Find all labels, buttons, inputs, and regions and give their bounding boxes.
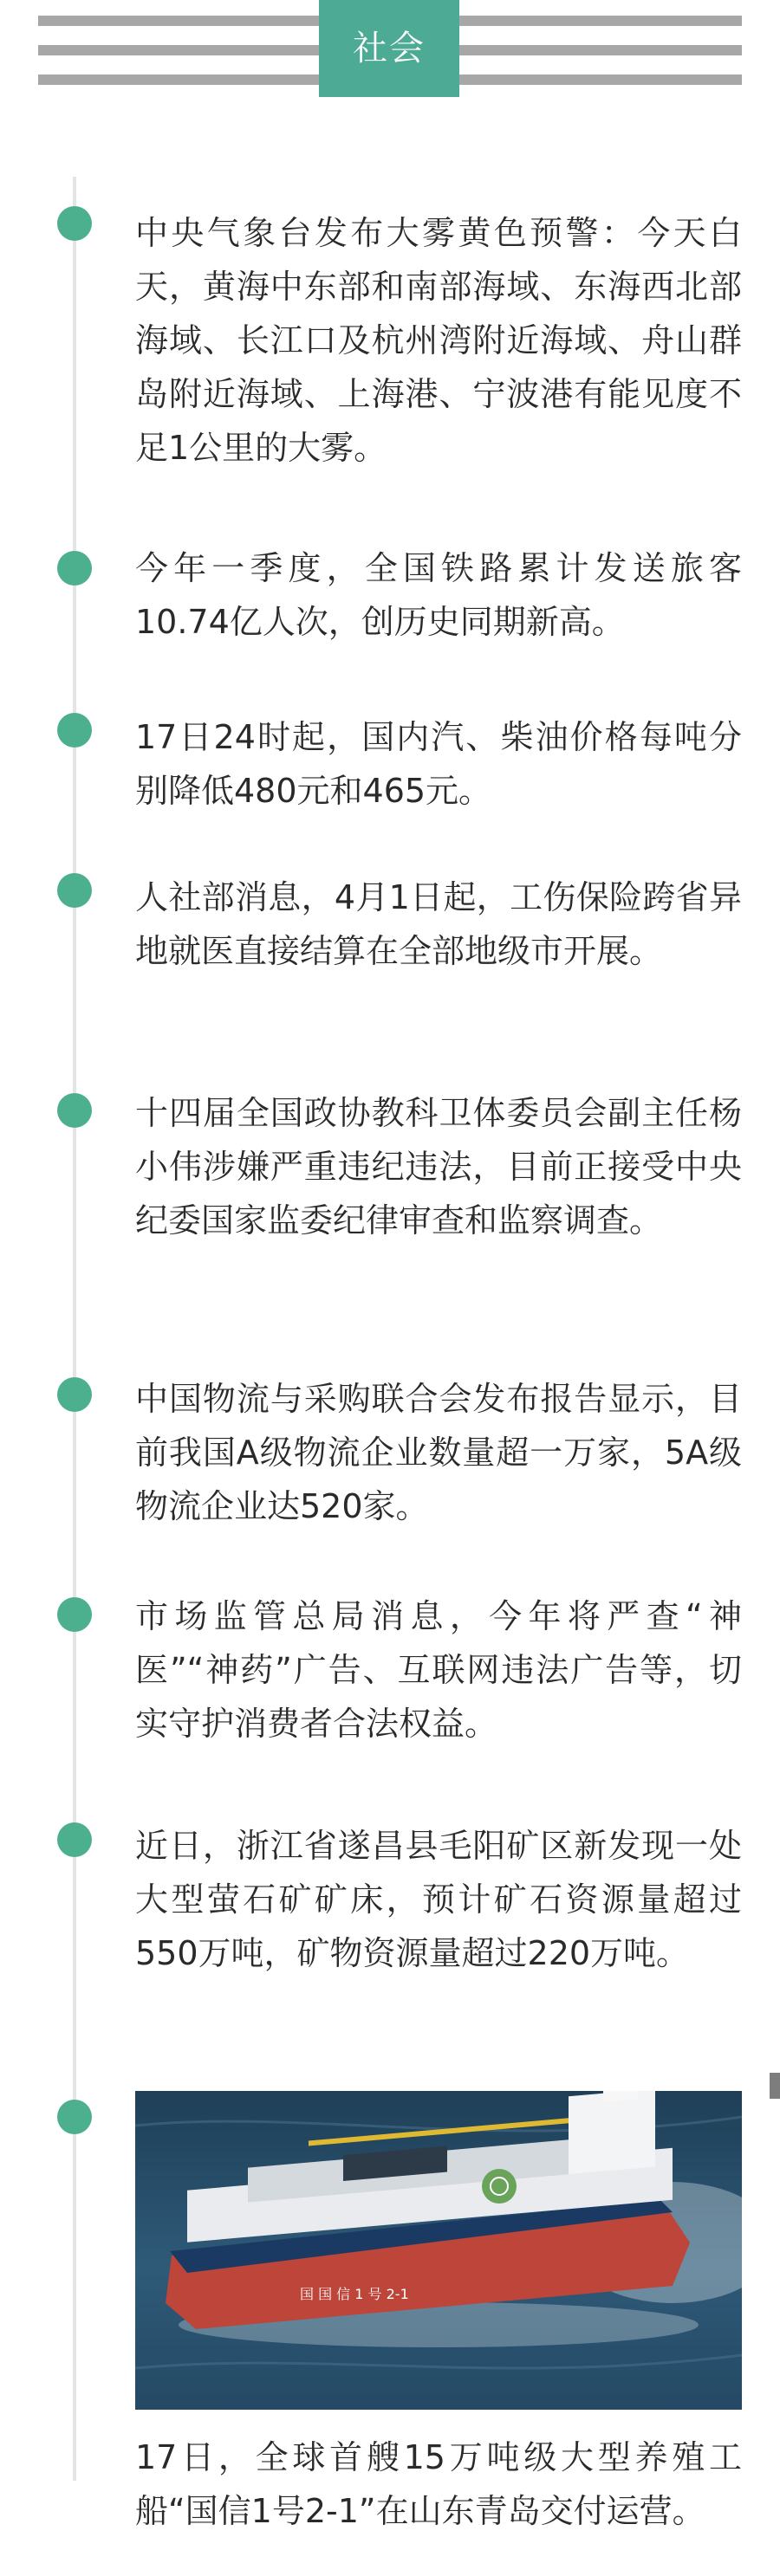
news-item: 今年一季度，全国铁路累计发送旅客10.74亿人次，创历史同期新高。 <box>135 549 742 641</box>
scroll-marker <box>770 2073 780 2099</box>
ship-illustration <box>135 2091 742 2410</box>
timeline-dot <box>57 1377 92 1412</box>
timeline-dot <box>57 713 92 748</box>
section-header <box>0 0 780 104</box>
timeline-dot <box>57 1597 92 1632</box>
ship-caption: 17日，全球首艘15万吨级大型养殖工船“国信1号2-1”在山东青岛交付运营。 <box>135 2438 742 2530</box>
section-badge: 社会 <box>319 0 459 97</box>
timeline-dot <box>57 206 92 241</box>
ship-photo <box>135 2091 742 2410</box>
news-item: 十四届全国政协教科卫体委员会副主任杨小伟涉嫌严重违纪违法，目前正接受中央纪委国家监委纪律审查和监察调查。 <box>135 1094 742 1239</box>
news-item: 17日24时起，国内汽、柴油价格每吨分别降低480元和465元。 <box>135 718 742 810</box>
ship-hull-text: 国 国 信 1 号 2-1 <box>300 2286 409 2302</box>
news-item: 中央气象台发布大雾黄色预警：今天白天，黄海中东部和南部海域、东海西北部海域、长江口及杭州湾附近海域、舟山群岛附近海域、上海港、宁波港有能见度不足1公里的大雾。 <box>135 214 742 467</box>
timeline-line <box>73 177 76 2481</box>
timeline-dot <box>57 873 92 908</box>
news-item: 近日，浙江省遂昌县毛阳矿区新发现一处大型萤石矿矿床，预计矿石资源量超过550万吨，矿物资源量超过220万吨。 <box>135 1827 742 1972</box>
timeline-dot <box>57 1822 92 1857</box>
timeline-dot <box>57 2100 92 2134</box>
news-item: 人社部消息，4月1日起，工伤保险跨省异地就医直接结算在全部地级市开展。 <box>135 878 742 970</box>
news-item: 中国物流与采购联合会发布报告显示，目前我国A级物流企业数量超一万家，5A级物流企业达520家。 <box>135 1380 742 1525</box>
news-item: 市场监管总局消息，今年将严查“神医”“神药”广告、互联网违法广告等，切实守护消费者合法权益。 <box>135 1597 742 1743</box>
timeline-dot <box>57 1093 92 1128</box>
timeline-dot <box>57 551 92 586</box>
